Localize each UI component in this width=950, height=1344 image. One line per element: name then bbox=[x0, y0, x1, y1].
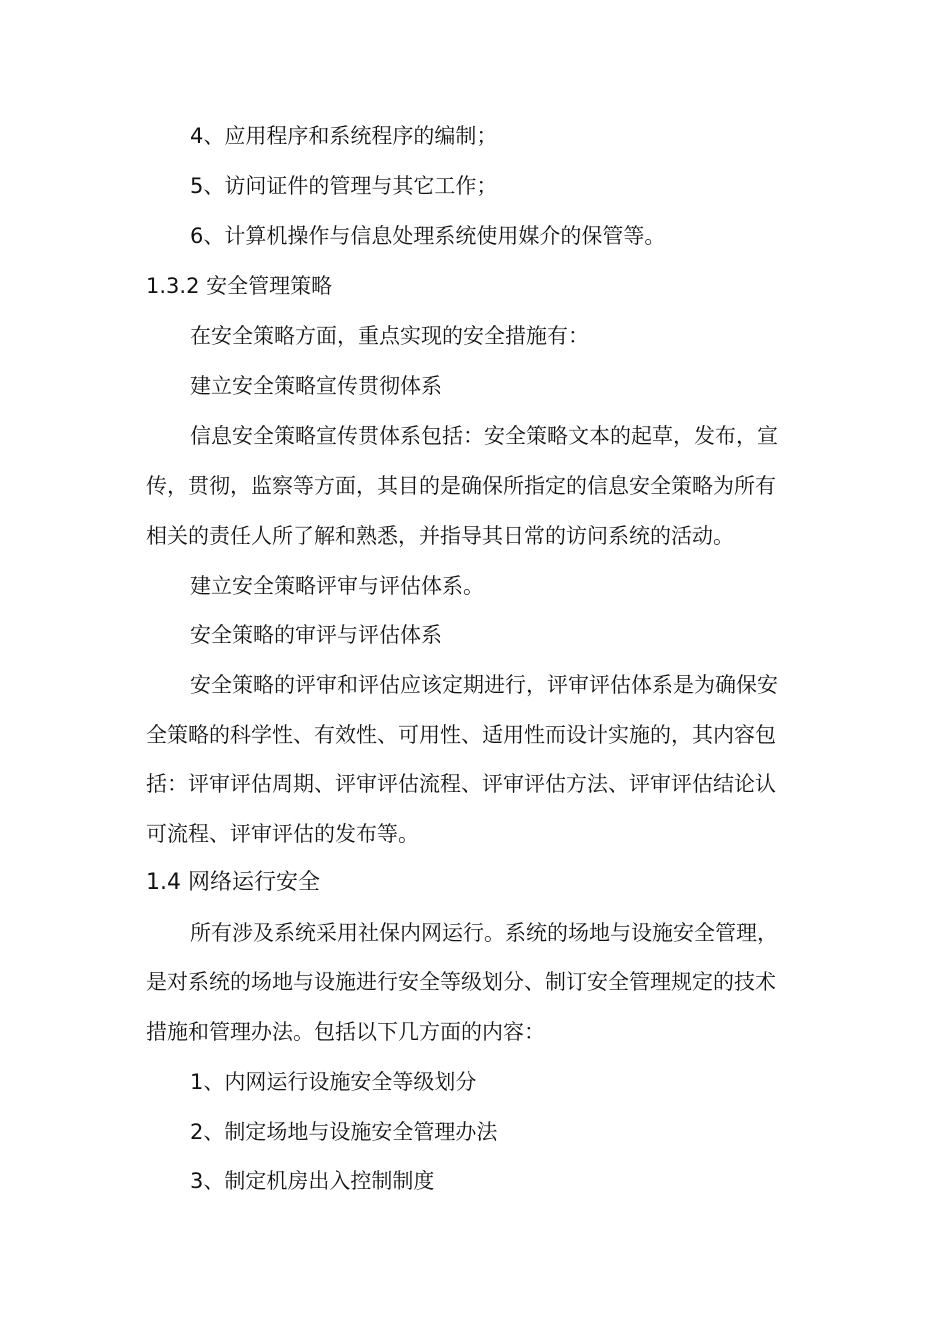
paragraph-line: 相关的责任人所了解和熟悉，并指导其日常的访问系统的活动。 bbox=[146, 524, 734, 548]
paragraph: 建立安全策略评审与评估体系。 bbox=[190, 574, 484, 598]
paragraph-line: 所有涉及系统采用社保内网运行。系统的场地与设施安全管理， bbox=[190, 921, 778, 945]
paragraph: 安全策略的审评与评估体系 bbox=[190, 623, 442, 647]
paragraph-line: 信息安全策略宣传贯体系包括：安全策略文本的起草，发布，宣 bbox=[190, 424, 778, 448]
list-item: 2、制定场地与设施安全管理办法 bbox=[190, 1120, 498, 1144]
list-item: 3、制定机房出入控制制度 bbox=[190, 1169, 435, 1193]
paragraph-line: 全策略的科学性、有效性、可用性、适用性而设计实施的，其内容包 bbox=[146, 723, 776, 747]
section-heading: 1.4 网络运行安全 bbox=[146, 870, 320, 895]
list-item: 6、计算机操作与信息处理系统使用媒介的保管等。 bbox=[190, 224, 666, 248]
paragraph: 建立安全策略宣传贯彻体系 bbox=[190, 374, 442, 398]
paragraph-line: 措施和管理办法。包括以下几方面的内容： bbox=[146, 1020, 545, 1044]
list-item: 4、应用程序和系统程序的编制； bbox=[190, 124, 498, 148]
list-item: 5、访问证件的管理与其它工作； bbox=[190, 174, 498, 198]
paragraph-line: 可流程、评审评估的发布等。 bbox=[146, 822, 419, 846]
list-item: 1、内网运行设施安全等级划分 bbox=[190, 1070, 477, 1094]
paragraph: 在安全策略方面，重点实现的安全措施有： bbox=[190, 324, 589, 348]
section-heading: 1.3.2 安全管理策略 bbox=[146, 274, 333, 298]
paragraph-line: 括：评审评估周期、评审评估流程、评审评估方法、评审评估结论认 bbox=[146, 772, 776, 796]
paragraph-line: 传，贯彻，监察等方面，其目的是确保所指定的信息安全策略为所有 bbox=[146, 474, 776, 498]
paragraph-line: 安全策略的评审和评估应该定期进行，评审评估体系是为确保安 bbox=[190, 673, 778, 697]
paragraph-line: 是对系统的场地与设施进行安全等级划分、制订安全管理规定的技术 bbox=[146, 970, 776, 994]
